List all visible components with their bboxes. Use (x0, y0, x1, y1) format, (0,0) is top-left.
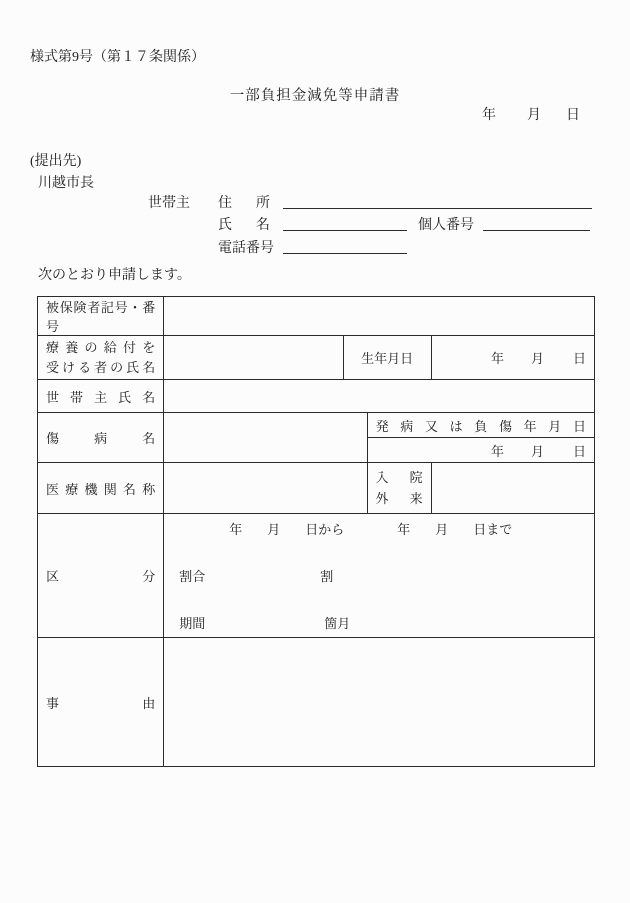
onset-date-value-cell: 年 月 日 (367, 438, 594, 463)
header-date-year: 年 (482, 108, 496, 123)
category-label: 区分 (38, 514, 164, 638)
care-recipient-row (38, 336, 595, 380)
address-row (218, 192, 270, 212)
name-label: 氏名 (218, 218, 270, 233)
phone-row (218, 237, 274, 257)
phone-fill-line (283, 238, 407, 254)
inpatient-label: 入院 (375, 470, 423, 485)
submit-to-label: (提出先) (30, 154, 82, 169)
illness-label: 傷病名 (38, 413, 164, 463)
householder-role-label: 世帯主 (148, 196, 190, 211)
reason-label: 事由 (38, 638, 164, 767)
insured-number-value-cell (164, 297, 595, 336)
address-label: 住所 (218, 196, 270, 211)
birthdate-label: 生年月日 (343, 336, 431, 380)
inpatient-outpatient-value-cell (431, 463, 594, 514)
addressee: 川越市長 (38, 176, 94, 191)
medical-institution-row (38, 463, 595, 514)
illness-value-cell (164, 413, 367, 463)
phone-label: 電話番号 (218, 241, 274, 256)
householder-name-row (38, 380, 595, 413)
inpatient-outpatient-cell (367, 463, 431, 514)
category-row (38, 514, 595, 638)
insured-number-row (38, 297, 595, 336)
ratio-label: 割合 (179, 569, 206, 584)
reason-value-cell (164, 638, 595, 767)
name-fill-line (283, 215, 407, 231)
personal-number-fill-line (483, 215, 590, 231)
page-title: 一部負担金減免等申請書 (229, 88, 401, 104)
intro-sentence: 次のとおり申請します。 (38, 268, 191, 283)
address-fill-line (283, 193, 592, 209)
period-unit: 箇月 (324, 616, 351, 631)
category-ratio-line (172, 566, 586, 585)
outpatient-label: 外来 (375, 491, 423, 506)
householder-name-value-cell (164, 380, 595, 413)
reason-row (38, 638, 595, 767)
medical-institution-label: 医療機関名称 (38, 463, 164, 514)
illness-row (38, 413, 595, 438)
category-content-cell (164, 514, 595, 638)
care-recipient-label: 療養の給付を 受ける者の氏名 (38, 336, 164, 380)
header-date-month: 月 (527, 108, 541, 123)
householder-name-label: 世帯主氏名 (38, 380, 164, 413)
medical-institution-value-cell (164, 463, 367, 514)
birthdate-value-cell: 年 月 日 (431, 336, 594, 380)
header-date-line (420, 104, 580, 124)
name-row (218, 214, 270, 234)
ratio-unit: 割 (320, 569, 334, 584)
period-label: 期間 (179, 616, 206, 631)
header-date-day: 日 (566, 108, 580, 123)
personal-number-label: 個人番号 (418, 218, 474, 233)
category-period-line: 年 月 日から 年 月 日まで (229, 522, 513, 537)
care-recipient-name-cell (164, 336, 343, 380)
category-months-line (172, 613, 586, 632)
onset-date-label: 発病又は負傷年月日 (367, 413, 594, 438)
application-table (37, 296, 595, 767)
form-number: 様式第9号（第１７条関係） (30, 50, 205, 65)
insured-number-label: 被保険者記号・番号 (38, 297, 164, 336)
